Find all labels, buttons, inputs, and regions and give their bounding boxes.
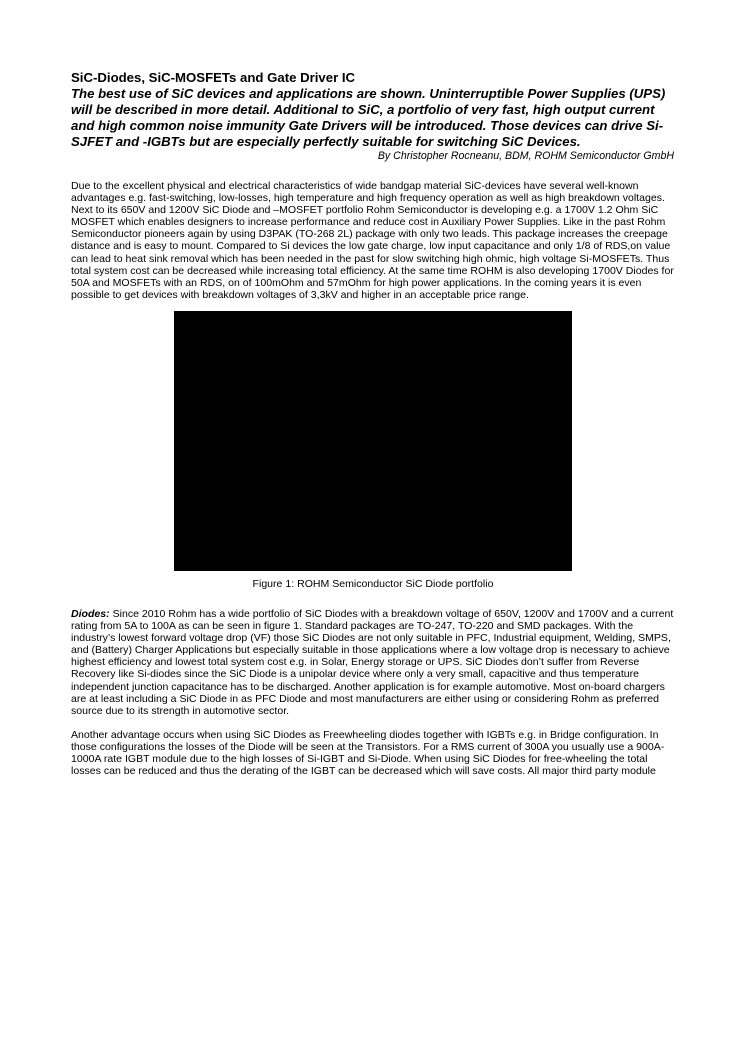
- diodes-paragraph-text: Since 2010 Rohm has a wide portfolio of SiC Diodes with a breakdown voltage of 650V, 1200V and 1700V and a current rating from 5A to 100A as can be seen in figure 1. Standard packages are TO-247, TO-220 and SMD packages. With the industry’s lowest forward voltage drop (VF) those SiC Diodes are not only suitable in PFC, Industrial equipment, Welding, SMPS, and (Battery) Charger Applications but especially suitable in those applications where a low voltage drop is necessary to achieve highest efficiency and lowest total system cost e.g. in Solar, Energy storage or UPS. SiC Diodes don’t suffer from Reverse Recovery like Si-diodes since the SiC Diode is a unipolar device where only a very small, capacitive and thus temperature independent junction capacitance has to be discharged. Another application is for example automotive. Most on-board chargers are at least including a SiC Diode in as PFC Diode and most manufacturers are either using or considering Rohm as preferred source due to its strength in automotive sector.: [71, 607, 674, 717]
- diodes-paragraph: [71, 608, 675, 717]
- intro-paragraph: Due to the excellent physical and electrical characteristics of wide bandgap material SiC-devices have several well-known advantages e.g. fast-switching, low-losses, high temperature and high frequency operation as well as high breakdown voltages. Next to its 650V and 1200V SiC Diode and –MOSFET portfolio Rohm Semiconductor is developing e.g. a 1700V 1.2 Ohm SiC MOSFET which enables designers to increase performance and reduce cost in Auxiliary Power Supplies. Like in the past Rohm Semiconductor pioneers again by using D3PAK (TO-268 2L) package with only two leads. This package increases the creepage distance and is easy to mount. Compared to Si devices the low gate charge, low input capacitance and only 1/8 of RDS,on value can lead to heat sink removal which has been needed in the past for slow switching high ohmic, high voltage Si-MOSFETs. Thus total system cost can be decreased while increasing total efficiency. At the same time ROHM is also developing 1700V Diodes for 50A and MOSFETs with an RDS, on of 100mOhm and 57mOhm for high power applications. In the coming years it is even possible to get devices with breakdown voltages of 3,3kV and higher in an acceptable price range.: [71, 180, 674, 301]
- figure-1-caption: Figure 1: ROHM Semiconductor SiC Diode portfolio: [252, 577, 494, 590]
- diodes-lead-in: Diodes:: [71, 607, 110, 620]
- document-page: [71, 70, 675, 777]
- article-subtitle: The best use of SiC devices and applications are shown. Uninterruptible Power Supplies (UPS) will be described in more detail. Additional to SiC, a portfolio of very fast, high output current and high common noise immunity Gate Drivers will be introduced. Those devices can drive Si-SJFET and -IGBTs but are especially perfectly suitable for switching SiC Devices.: [71, 86, 666, 149]
- author-byline: By Christopher Rocneanu, BDM, ROHM Semiconductor GmbH: [377, 150, 674, 162]
- figure-1-image: [174, 311, 572, 571]
- article-title: SiC-Diodes, SiC-MOSFETs and Gate Driver IC: [71, 70, 356, 85]
- freewheeling-paragraph: Another advantage occurs when using SiC Diodes as Freewheeling diodes together with IGBTs e.g. in Bridge configuration. In those configurations the losses of the Diode will be seen at the Transistors. For a RMS current of 300A you usually use a 900A-1000A rate IGBT module due to the high losses of Si-IGBT and Si-Diode. When using SiC Diodes for free-wheeling the total losses can be reduced and thus the derating of the IGBT can be decreased which will save costs. All major third party module: [71, 728, 665, 778]
